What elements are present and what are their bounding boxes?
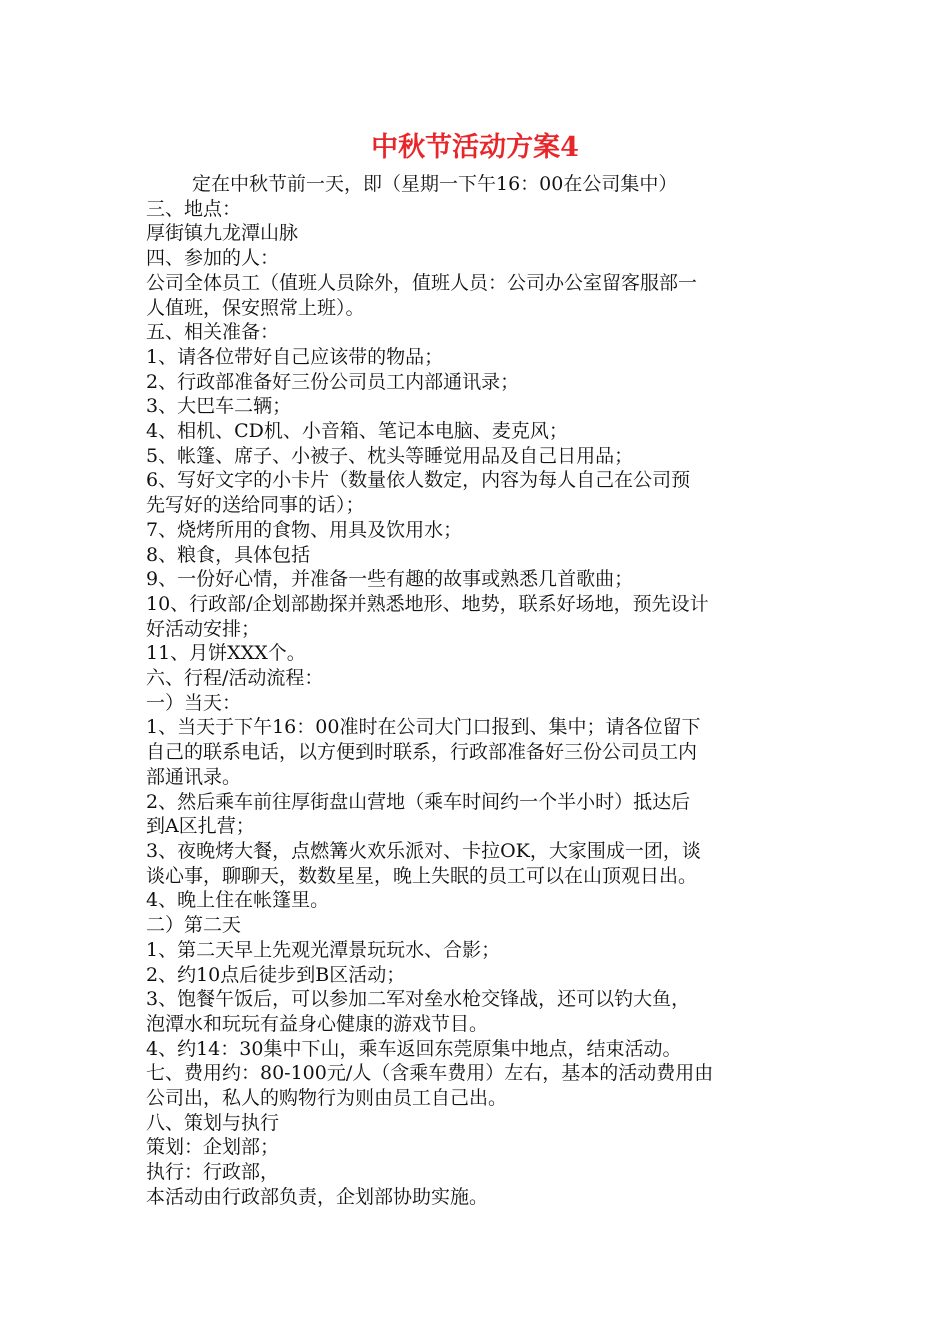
text-line: 五、相关准备： — [146, 321, 280, 344]
text-line: 7、烧烤所用的食物、用具及饮用水； — [146, 518, 463, 541]
text-line: 部通讯录。 — [146, 765, 242, 788]
text-line: 六、行程/活动流程： — [146, 667, 324, 690]
document-body — [146, 172, 816, 1210]
text-line: 3、饱餐午饭后，可以参加二军对垒水枪交锋战，还可以钓大鱼， — [146, 988, 691, 1011]
text-line: 3、大巴车二辆； — [146, 395, 292, 418]
text-line: 2、行政部准备好三份公司员工内部通讯录； — [146, 370, 520, 393]
text-line: 2、约10点后徒步到B区活动； — [146, 963, 406, 986]
text-line: 谈心事，聊聊天，数数星星，晚上失眠的员工可以在山顶观日出。 — [146, 864, 698, 887]
text-line: 9、一份好心情，并准备一些有趣的故事或熟悉几首歌曲； — [146, 568, 634, 591]
text-line: 人值班，保安照常上班）。 — [146, 296, 365, 319]
text-line: 11、月饼XXX个。 — [146, 642, 306, 665]
text-line: 厚街镇九龙潭山脉 — [146, 222, 299, 245]
text-line: 三、地点： — [146, 197, 242, 220]
text-line: 自己的联系电话，以方便到时联系，行政部准备好三份公司员工内 — [146, 741, 698, 764]
text-line: 好活动安排； — [146, 617, 261, 640]
text-line: 执行：行政部， — [146, 1161, 280, 1184]
text-line: 八、策划与执行 — [146, 1111, 280, 1134]
text-line: 四、参加的人： — [146, 247, 280, 270]
text-line: 到A区扎营； — [146, 815, 255, 838]
text-line: 1、请各位带好自己应该带的物品； — [146, 345, 444, 368]
text-line: 4、晚上住在帐篷里。 — [146, 889, 330, 912]
text-line: 本活动由行政部负责，企划部协助实施。 — [146, 1185, 489, 1208]
text-line: 8、粮食，具体包括 — [146, 543, 311, 566]
text-line: 公司出，私人的购物行为则由员工自己出。 — [146, 1087, 508, 1110]
text-line: 一）当天： — [146, 691, 242, 714]
text-line: 1、当天于下午16：00准时在公司大门口报到、集中；请各位留下 — [146, 716, 701, 739]
text-line: 10、行政部/企划部勘探并熟悉地形、地势，联系好场地，预先设计 — [146, 592, 709, 615]
text-line: 5、帐篷、席子、小被子、枕头等睡觉用品及自己日用品； — [146, 444, 634, 467]
text-line: 2、然后乘车前往厚街盘山营地（乘车时间约一个半小时）抵达后 — [146, 790, 691, 813]
text-line: 4、约14：30集中下山，乘车返回东莞原集中地点，结束活动。 — [146, 1037, 682, 1060]
text-line: 泡潭水和玩玩有益身心健康的游戏节目。 — [146, 1012, 489, 1035]
text-line: 策划：企划部； — [146, 1136, 280, 1159]
page-title: 中秋节活动方案4 — [371, 132, 579, 163]
text-line: 二）第二天 — [146, 914, 242, 937]
text-line: 6、写好文字的小卡片（数量依人数定，内容为每人自己在公司预 — [146, 469, 691, 492]
intro-line: 定在中秋节前一天，即（星期一下午16：00在公司集中） — [192, 173, 678, 195]
text-line: 1、第二天早上先观光潭景玩玩水、合影； — [146, 938, 501, 961]
text-line: 3、夜晚烤大餐，点燃篝火欢乐派对、卡拉OK，大家围成一团，谈 — [146, 839, 701, 862]
text-line: 公司全体员工（值班人员除外，值班人员：公司办公室留客服部一 — [146, 271, 698, 294]
text-line: 4、相机、CD机、小音箱、笔记本电脑、麦克风； — [146, 420, 568, 443]
text-line: 先写好的送给同事的话）； — [146, 494, 365, 517]
text-line: 七、费用约：80-100元/人（含乘车费用）左右，基本的活动费用由 — [146, 1062, 714, 1085]
